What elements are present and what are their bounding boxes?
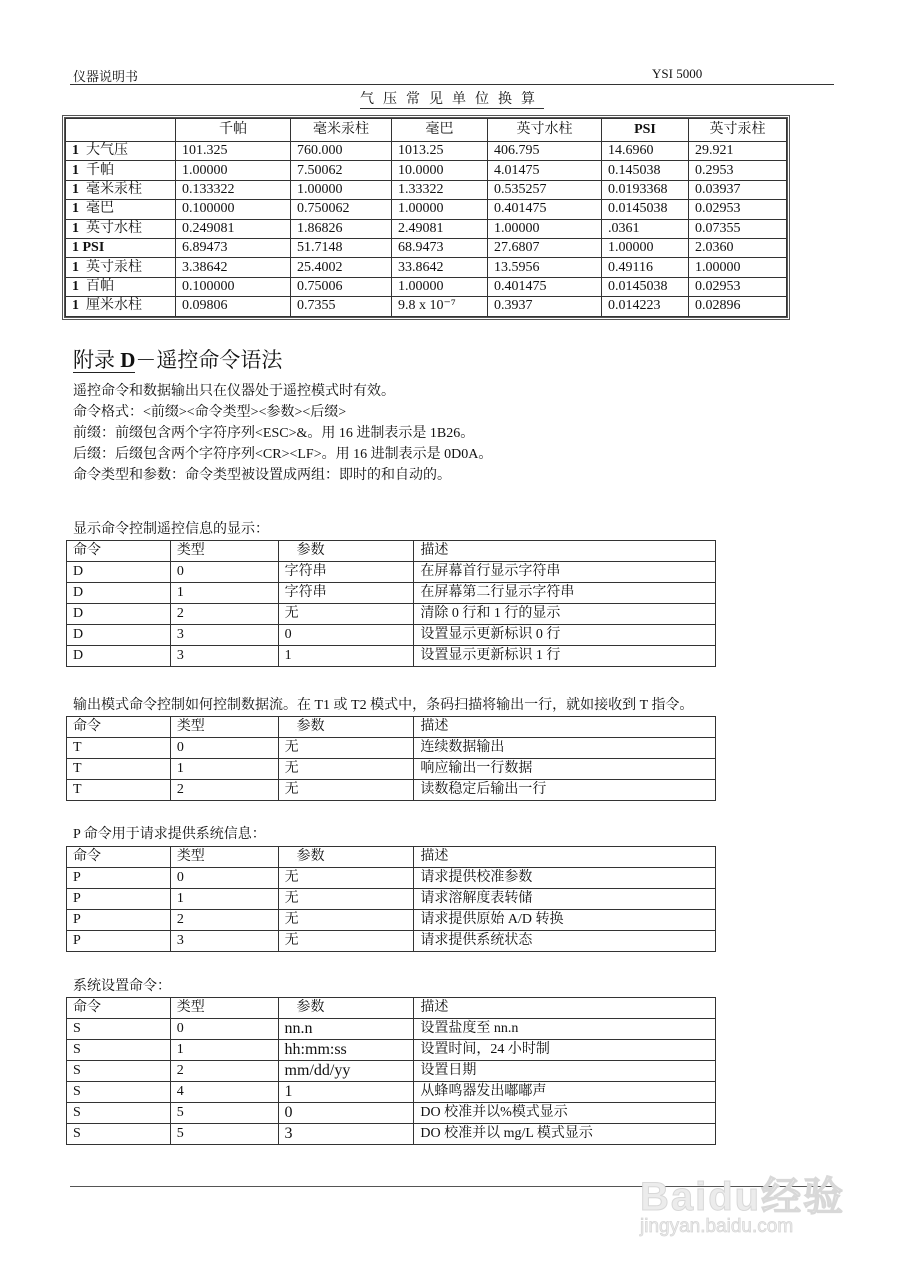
- table-cell: 请求提供原始 A/D 转换: [414, 910, 716, 931]
- table-cell: 0.0193368: [602, 180, 689, 199]
- table-cell: 2.0360: [689, 238, 787, 257]
- table-cell: 1.00000: [392, 277, 488, 296]
- table-row: [67, 1040, 716, 1061]
- p-commands-table: [66, 846, 716, 952]
- row-label: 1 百帕: [66, 277, 176, 296]
- column-header: 毫米汞柱: [291, 119, 392, 142]
- appendix-title: [73, 344, 282, 374]
- row-label: 1 大气压: [66, 142, 176, 161]
- table-cell: 0.2953: [689, 161, 787, 180]
- table-cell: 0.3937: [488, 297, 602, 316]
- table-cell: 1: [278, 1082, 414, 1103]
- table-cell: 5: [170, 1103, 278, 1124]
- table-cell: 1: [278, 646, 414, 667]
- table-cell: 3.38642: [176, 258, 291, 277]
- display-commands-table: [66, 540, 716, 667]
- table-cell: 0.02953: [689, 200, 787, 219]
- row-label: 1 英寸汞柱: [66, 258, 176, 277]
- table-cell: 无: [278, 759, 414, 780]
- header-model: YSI 5000: [652, 66, 703, 81]
- paragraph: 后缀：后缀包含两个字符序列<CR><LF>。用 16 进制表示是 0D0A。: [73, 447, 493, 462]
- table-cell: 14.6960: [602, 142, 689, 161]
- table-row: [66, 258, 787, 277]
- table-cell: 请求溶解度表转储: [414, 889, 716, 910]
- table-cell: 0.75006: [291, 277, 392, 296]
- table-row: [66, 142, 787, 161]
- table-cell: 无: [278, 931, 414, 952]
- table-cell: 760.000: [291, 142, 392, 161]
- table-cell: 请求提供校准参数: [414, 868, 716, 889]
- table-cell: S: [67, 1082, 171, 1103]
- column-header: 类型: [170, 847, 278, 868]
- table-cell: 7.50062: [291, 161, 392, 180]
- table-row: [67, 868, 716, 889]
- column-header: 参数: [278, 717, 414, 738]
- table-cell: S: [67, 1019, 171, 1040]
- table-row: [67, 625, 716, 646]
- table-cell: 1.86826: [291, 219, 392, 238]
- row-label: 1 PSI: [66, 238, 176, 257]
- table-cell: 101.325: [176, 142, 291, 161]
- header-rule: [70, 84, 834, 85]
- table-cell: 1: [170, 759, 278, 780]
- table-cell: 设置时间，24 小时制: [414, 1040, 716, 1061]
- table-cell: 6.89473: [176, 238, 291, 257]
- table-cell: 2.49081: [392, 219, 488, 238]
- table-row: [67, 1082, 716, 1103]
- table-cell: 1.00000: [392, 200, 488, 219]
- table-cell: 0: [170, 1019, 278, 1040]
- output-commands-caption: 输出模式命令控制如何控制数据流。在 T1 或 T2 模式中，条码扫描将输出一行，就如接收到 T 指令。: [73, 698, 694, 713]
- table-cell: 68.9473: [392, 238, 488, 257]
- table-cell: 0.09806: [176, 297, 291, 316]
- table-cell: P: [67, 931, 171, 952]
- table-cell: 0: [278, 625, 414, 646]
- paragraph: 命令类型和参数：命令类型被设置成两组：即时的和自动的。: [73, 468, 451, 483]
- table-cell: D: [67, 562, 171, 583]
- table-cell: 1: [170, 583, 278, 604]
- table-cell: 0.7355: [291, 297, 392, 316]
- table-cell: 在屏幕首行显示字符串: [414, 562, 716, 583]
- table-cell: P: [67, 910, 171, 931]
- conversion-title-text: 气压常见单位换算: [360, 92, 544, 107]
- table-row: [66, 219, 787, 238]
- column-header: 命令: [67, 717, 171, 738]
- column-header: 描述: [414, 717, 716, 738]
- table-cell: 2: [170, 910, 278, 931]
- table-row: [67, 759, 716, 780]
- table-cell: 13.5956: [488, 258, 602, 277]
- table-row: [67, 646, 716, 667]
- table-cell: 0.0145038: [602, 277, 689, 296]
- paragraph: 遥控命令和数据输出只在仪器处于遥控模式时有效。: [73, 384, 395, 399]
- table-cell: 设置显示更新标识 0 行: [414, 625, 716, 646]
- table-cell: 1.00000: [176, 161, 291, 180]
- table-cell: 0.401475: [488, 277, 602, 296]
- table-cell: 0.02896: [689, 297, 787, 316]
- table-cell: 设置显示更新标识 1 行: [414, 646, 716, 667]
- table-cell: DO 校准并以 mg/L 模式显示: [414, 1124, 716, 1145]
- system-commands-caption: 系统设置命令：: [73, 979, 171, 994]
- table-cell: 无: [278, 738, 414, 759]
- table-cell: 25.4002: [291, 258, 392, 277]
- command-header-row: [67, 847, 716, 868]
- table-cell: 0.49116: [602, 258, 689, 277]
- system-commands-table: [66, 997, 716, 1145]
- table-row: [66, 200, 787, 219]
- table-cell: 0.100000: [176, 277, 291, 296]
- command-header-row: [67, 998, 716, 1019]
- table-cell: 响应输出一行数据: [414, 759, 716, 780]
- column-header: 英寸汞柱: [689, 119, 787, 142]
- table-cell: 1: [170, 889, 278, 910]
- table-row: [67, 562, 716, 583]
- table-cell: 1.00000: [488, 219, 602, 238]
- table-row: [66, 180, 787, 199]
- table-row: [66, 297, 787, 316]
- table-cell: 51.7148: [291, 238, 392, 257]
- table-cell: 无: [278, 910, 414, 931]
- column-header: 英寸水柱: [488, 119, 602, 142]
- table-cell: 0.133322: [176, 180, 291, 199]
- p-commands-caption: P 命令用于请求提供系统信息：: [73, 827, 266, 842]
- table-row: [66, 277, 787, 296]
- table-cell: S: [67, 1040, 171, 1061]
- table-cell: DO 校准并以%模式显示: [414, 1103, 716, 1124]
- output-commands-table: [66, 716, 716, 801]
- row-label: 1 毫巴: [66, 200, 176, 219]
- table-cell: T: [67, 780, 171, 801]
- table-cell: 3: [170, 646, 278, 667]
- table-cell: 4.01475: [488, 161, 602, 180]
- table-cell: 1.00000: [291, 180, 392, 199]
- table-row: [67, 583, 716, 604]
- table-cell: P: [67, 868, 171, 889]
- column-header: PSI: [602, 119, 689, 142]
- table-cell: nn.n: [278, 1019, 414, 1040]
- column-header: 描述: [414, 847, 716, 868]
- table-cell: 4: [170, 1082, 278, 1103]
- table-cell: 29.921: [689, 142, 787, 161]
- table-cell: 0: [170, 562, 278, 583]
- table-cell: 3: [170, 625, 278, 646]
- table-row: [67, 889, 716, 910]
- table-cell: 2: [170, 780, 278, 801]
- table-row: [67, 910, 716, 931]
- column-header: [66, 119, 176, 142]
- table-cell: .0361: [602, 219, 689, 238]
- table-row: [67, 738, 716, 759]
- table-cell: 0.249081: [176, 219, 291, 238]
- table-cell: 2: [170, 604, 278, 625]
- table-cell: D: [67, 625, 171, 646]
- table-cell: 0.014223: [602, 297, 689, 316]
- watermark-url: jingyan.baidu.com: [640, 1216, 794, 1237]
- table-cell: 无: [278, 604, 414, 625]
- table-cell: 0: [170, 738, 278, 759]
- table-cell: T: [67, 738, 171, 759]
- table-cell: 读数稳定后输出一行: [414, 780, 716, 801]
- table-cell: 0.535257: [488, 180, 602, 199]
- table-cell: 设置日期: [414, 1061, 716, 1082]
- table-row: [67, 780, 716, 801]
- column-header: 参数: [278, 847, 414, 868]
- table-cell: D: [67, 604, 171, 625]
- column-header: 命令: [67, 541, 171, 562]
- table-cell: 无: [278, 780, 414, 801]
- column-header: 千帕: [176, 119, 291, 142]
- table-cell: 33.8642: [392, 258, 488, 277]
- table-cell: 字符串: [278, 583, 414, 604]
- row-label: 1 英寸水柱: [66, 219, 176, 238]
- table-cell: 0.100000: [176, 200, 291, 219]
- table-cell: S: [67, 1103, 171, 1124]
- table-cell: P: [67, 889, 171, 910]
- column-header: 类型: [170, 717, 278, 738]
- table-row: [67, 931, 716, 952]
- table-cell: 0.145038: [602, 161, 689, 180]
- conversion-header-row: [66, 119, 787, 142]
- appendix-intro: [73, 381, 492, 486]
- table-cell: 无: [278, 889, 414, 910]
- table-row: [67, 1019, 716, 1040]
- table-cell: D: [67, 646, 171, 667]
- column-header: 类型: [170, 541, 278, 562]
- command-header-row: [67, 717, 716, 738]
- appendix-title-prefix: 附录 D: [73, 348, 136, 372]
- table-cell: 3: [170, 931, 278, 952]
- column-header: 命令: [67, 847, 171, 868]
- table-cell: S: [67, 1124, 171, 1145]
- table-cell: S: [67, 1061, 171, 1082]
- watermark-brand: Baidu经验: [640, 1175, 846, 1219]
- column-header: 毫巴: [392, 119, 488, 142]
- row-label: 1 厘米水柱: [66, 297, 176, 316]
- table-cell: 1013.25: [392, 142, 488, 161]
- table-cell: 1.00000: [602, 238, 689, 257]
- column-header: 描述: [414, 998, 716, 1019]
- column-header: 类型: [170, 998, 278, 1019]
- table-cell: 0.02953: [689, 277, 787, 296]
- table-cell: 27.6807: [488, 238, 602, 257]
- table-row: [66, 238, 787, 257]
- table-cell: 1.33322: [392, 180, 488, 199]
- table-cell: 无: [278, 868, 414, 889]
- appendix-title-suffix: －遥控命令语法: [135, 348, 283, 372]
- table-row: [67, 1103, 716, 1124]
- table-cell: 0: [170, 868, 278, 889]
- column-header: 命令: [67, 998, 171, 1019]
- table-cell: 连续数据输出: [414, 738, 716, 759]
- table-cell: 9.8 x 10⁻⁷: [392, 297, 488, 316]
- table-cell: hh:mm:ss: [278, 1040, 414, 1061]
- table-cell: 从蜂鸣器发出嘟嘟声: [414, 1082, 716, 1103]
- table-row: [67, 1124, 716, 1145]
- conversion-title: [0, 88, 904, 108]
- table-cell: 0.401475: [488, 200, 602, 219]
- table-row: [67, 1061, 716, 1082]
- table-cell: 3: [278, 1124, 414, 1145]
- table-cell: D: [67, 583, 171, 604]
- table-cell: 设置盐度至 nn.n: [414, 1019, 716, 1040]
- table-cell: 0.750062: [291, 200, 392, 219]
- command-header-row: [67, 541, 716, 562]
- table-cell: 406.795: [488, 142, 602, 161]
- table-cell: 2: [170, 1061, 278, 1082]
- table-cell: 清除 0 行和 1 行的显示: [414, 604, 716, 625]
- table-row: [67, 604, 716, 625]
- column-header: 描述: [414, 541, 716, 562]
- table-cell: 0: [278, 1103, 414, 1124]
- table-cell: 0.0145038: [602, 200, 689, 219]
- table-cell: 请求提供系统状态: [414, 931, 716, 952]
- table-cell: mm/dd/yy: [278, 1061, 414, 1082]
- paragraph: 命令格式：<前缀><命令类型><参数><后缀>: [73, 405, 347, 420]
- table-cell: 1: [170, 1040, 278, 1061]
- baidu-watermark: [640, 1165, 860, 1245]
- row-label: 1 千帕: [66, 161, 176, 180]
- column-header: 参数: [278, 998, 414, 1019]
- table-cell: 在屏幕第二行显示字符串: [414, 583, 716, 604]
- table-cell: 10.0000: [392, 161, 488, 180]
- pressure-conversion-table: [62, 115, 790, 320]
- table-cell: 字符串: [278, 562, 414, 583]
- column-header: 参数: [278, 541, 414, 562]
- table-cell: 5: [170, 1124, 278, 1145]
- header-doc-title: 仪器说明书: [73, 69, 139, 84]
- table-cell: 0.03937: [689, 180, 787, 199]
- row-label: 1 毫米汞柱: [66, 180, 176, 199]
- table-cell: 1.00000: [689, 258, 787, 277]
- table-row: [66, 161, 787, 180]
- table-cell: 0.07355: [689, 219, 787, 238]
- paragraph: 前缀：前缀包含两个字符序列<ESC>&。用 16 进制表示是 1B26。: [73, 426, 475, 441]
- table-cell: T: [67, 759, 171, 780]
- display-commands-caption: 显示命令控制遥控信息的显示：: [73, 522, 269, 537]
